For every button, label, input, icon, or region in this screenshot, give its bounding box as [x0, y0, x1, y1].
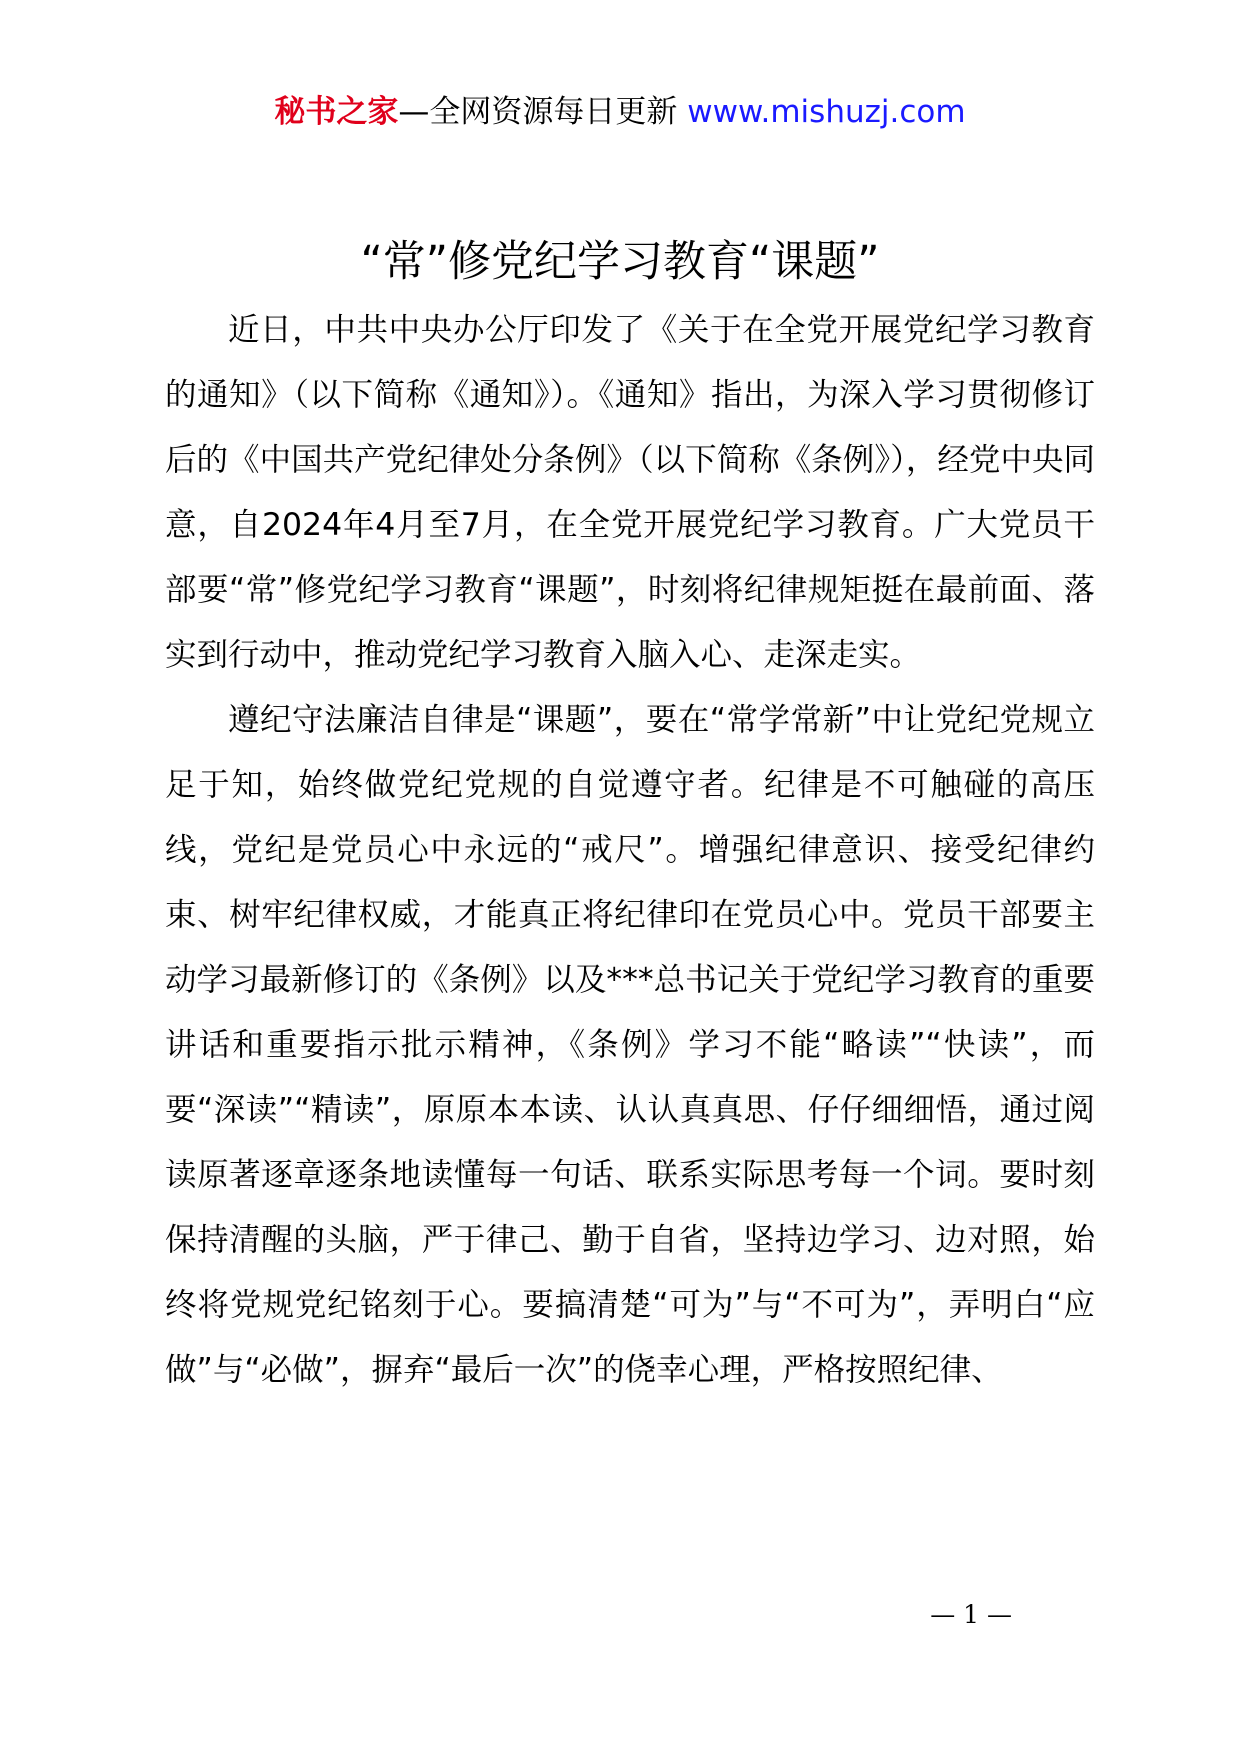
page-number: [0, 1598, 1240, 1632]
site-brand: 秘书之家: [274, 94, 399, 130]
paragraph: 近日，中共中央办公厅印发了《关于在全党开展党纪学习教育的通知》（以下简称《通知》）。《通知》指出，为深入学习贯彻修订后的《中国共产党纪律处分条例》（以下简称《条例》），经党中央同意，自2024年4月至7月，在全党开展党纪学习教育。广大党员干部要“常”修党纪学习教育“课题”，时刻将纪律规矩挺在最前面、落实到行动中，推动党纪学习教育入脑入心、走深走实。: [165, 312, 1095, 673]
site-url[interactable]: www.mishuzj.com: [687, 94, 966, 130]
page-number-label: — 1 —: [930, 1600, 1012, 1629]
site-tagline: —全网资源每日更新: [398, 94, 678, 130]
paragraph: 遵纪守法廉洁自律是“课题”，要在“常学常新”中让党纪党规立足于知，始终做党纪党规的自觉遵守者。纪律是不可触碰的高压线，党纪是党员心中永远的“戒尺”。增强纪律意识、接受纪律约束、树牢纪律权威，才能真正将纪律印在党员心中。党员干部要主动学习最新修订的《条例》以及***总书记关于党纪学习教育的重要讲话和重要指示批示精神，《条例》学习不能“略读”“快读”，而要“深读”“精读”，原原本本读、认认真真思、仔仔细细悟，通过阅读原著逐章逐条地读懂每一句话、联系实际思考每一个词。要时刻保持清醒的头脑，严于律己、勤于自省，坚持边学习、边对照，始终将党规党纪铭刻于心。要搞清楚“可为”与“不可为”，弄明白“应做”与“必做”，摒弃“最后一次”的侥幸心理，严格按照纪律、: [165, 702, 1095, 1388]
site-header: [0, 90, 1240, 134]
document-body: [165, 298, 1095, 1403]
document-title: “常”修党纪学习教育“课题”: [360, 237, 880, 287]
